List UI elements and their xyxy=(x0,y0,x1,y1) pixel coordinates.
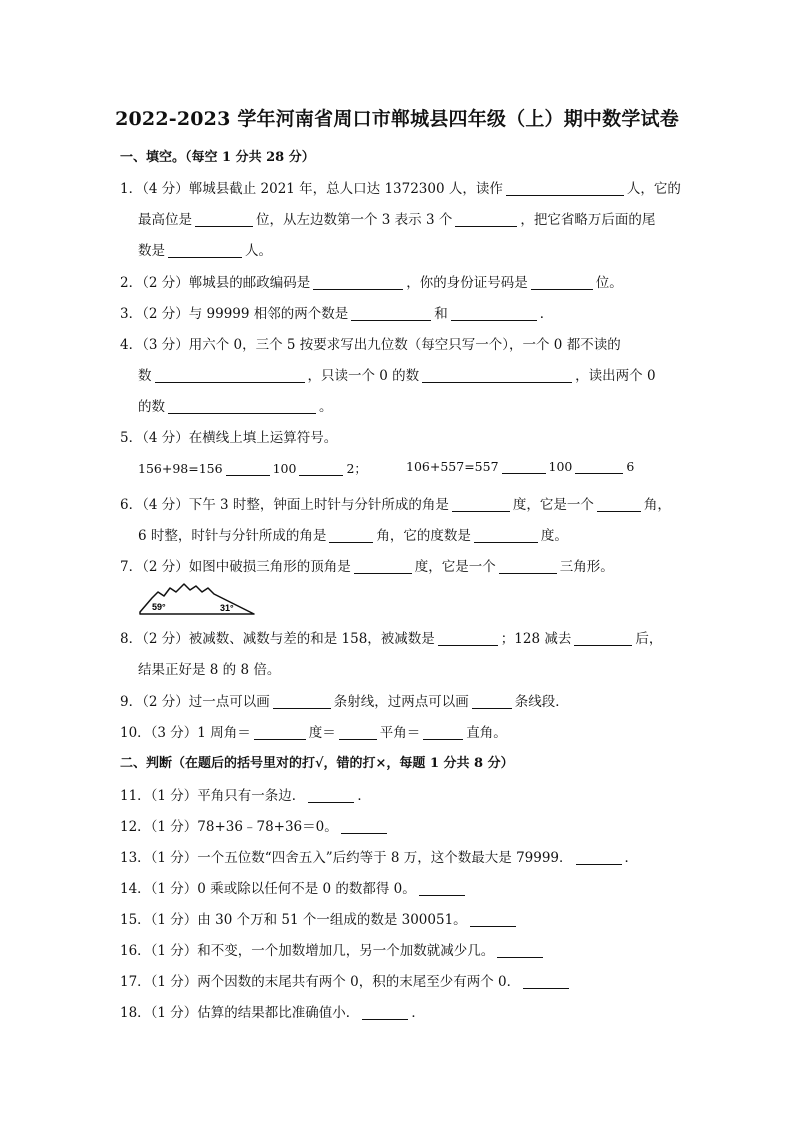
answer-blank[interactable] xyxy=(341,819,387,834)
answer-blank[interactable] xyxy=(168,399,316,414)
question-5-equation-1: 156+98=156 100 2； xyxy=(138,461,367,476)
angle-label-59: 59° xyxy=(152,602,166,612)
answer-blank[interactable] xyxy=(168,243,242,258)
question-13: 13．（1 分）一个五位数“四舍五入”后约等于 8 万，这个数最大是 79999． ． xyxy=(120,850,639,866)
page-title: 2022-2023 学年河南省周口市郸城县四年级（上）期中数学试卷 xyxy=(115,108,679,130)
question-8-line-2: 结果正好是 8 的 8 倍。 xyxy=(138,662,281,678)
answer-blank[interactable] xyxy=(472,694,512,709)
question-4-line-2: 数 ，只读一个 0 的数 ，读出两个 0 xyxy=(138,368,656,384)
question-4-line-3: 的数 。 xyxy=(138,399,333,415)
answer-blank[interactable] xyxy=(451,306,537,321)
answer-blank[interactable] xyxy=(576,850,622,865)
answer-blank[interactable] xyxy=(195,212,253,227)
section-heading-judge: 二、判断（在题后的括号里对的打√，错的打×，每题 1 分共 8 分） xyxy=(120,756,514,771)
question-5: 5．（4 分）在横线上填上运算符号。 xyxy=(120,430,338,446)
question-8-line-1: 8．（2 分）被减数、减数与差的和是 158，被减数是 ；128 减去 后， xyxy=(120,631,663,647)
answer-blank[interactable] xyxy=(597,497,641,512)
answer-blank[interactable] xyxy=(423,725,463,740)
question-3: 3．（2 分）与 99999 相邻的两个数是 和 ． xyxy=(120,306,554,322)
answer-blank[interactable] xyxy=(362,1005,408,1020)
answer-blank[interactable] xyxy=(273,694,331,709)
answer-blank[interactable] xyxy=(455,212,517,227)
section-heading-fill-in: 一、填空。（每空 1 分共 28 分） xyxy=(120,150,315,165)
question-16: 16．（1 分）和不变，一个加数增加几，另一个加数就减少几。 xyxy=(120,939,546,959)
question-2: 2．（2 分）郸城县的邮政编码是 ，你的身份证号码是 位。 xyxy=(120,275,623,291)
question-4-line-1: 4．（3 分）用六个 0，三个 5 按要求写出九位数（每空只写一个），一个 0 都不读的 xyxy=(120,337,621,353)
answer-blank[interactable] xyxy=(438,631,498,646)
answer-blank[interactable] xyxy=(155,368,305,383)
answer-blank[interactable] xyxy=(452,497,510,512)
broken-triangle-figure xyxy=(138,578,256,616)
question-14: 14．（1 分）0 乘或除以任何不是 0 的数都得 0。 xyxy=(120,877,468,897)
question-17: 17．（1 分）两个因数的末尾共有两个 0，积的末尾至少有两个 0． xyxy=(120,970,572,990)
question-9: 9．（2 分）过一点可以画 条射线，过两点可以画 条线段． xyxy=(120,694,569,710)
answer-blank[interactable] xyxy=(497,943,543,958)
answer-blank[interactable] xyxy=(329,528,373,543)
answer-blank[interactable] xyxy=(339,725,377,740)
question-6-line-1: 6．（4 分）下午 3 时整，钟面上时针与分针所成的角是 度，它是一个 角， xyxy=(120,497,671,513)
answer-blank[interactable] xyxy=(419,881,465,896)
question-1-line-1: 1．（4 分）郸城县截止 2021 年，总人口达 1372300 人，读作 人，它的 xyxy=(120,181,681,197)
question-11: 11．（1 分）平角只有一条边． ． xyxy=(120,788,371,804)
question-7: 7．（2 分）如图中破损三角形的顶角是 度，它是一个 三角形。 xyxy=(120,559,614,575)
question-1-line-3: 数是 人。 xyxy=(138,243,272,259)
question-10: 10．（3 分）1 周角＝ 度＝ 平角＝ 直角。 xyxy=(120,725,507,741)
answer-blank[interactable] xyxy=(354,559,412,574)
answer-blank[interactable] xyxy=(506,181,624,196)
answer-blank[interactable] xyxy=(226,461,270,476)
answer-blank[interactable] xyxy=(308,788,354,803)
answer-blank[interactable] xyxy=(531,275,593,290)
answer-blank[interactable] xyxy=(351,306,431,321)
answer-blank[interactable] xyxy=(574,631,632,646)
answer-blank[interactable] xyxy=(575,459,623,474)
answer-blank[interactable] xyxy=(299,461,343,476)
angle-label-31: 31° xyxy=(220,603,234,613)
answer-blank[interactable] xyxy=(470,912,516,927)
question-12: 12．（1 分）78+36﹣78+36＝0。 xyxy=(120,815,390,835)
question-18: 18．（1 分）估算的结果都比准确值小． ． xyxy=(120,1005,425,1021)
answer-blank[interactable] xyxy=(254,725,306,740)
answer-blank[interactable] xyxy=(474,528,538,543)
answer-blank[interactable] xyxy=(502,459,546,474)
question-15: 15．（1 分）由 30 个万和 51 个一组成的数是 300051。 xyxy=(120,908,519,928)
question-5-equation-2: 106+557=557 100 6 xyxy=(406,459,635,474)
answer-blank[interactable] xyxy=(422,368,572,383)
question-6-line-2: 6 时整，时针与分针所成的角是 角，它的度数是 度。 xyxy=(138,528,568,544)
answer-blank[interactable] xyxy=(523,974,569,989)
answer-blank[interactable] xyxy=(499,559,557,574)
answer-blank[interactable] xyxy=(313,275,403,290)
question-1-line-2: 最高位是 位，从左边数第一个 3 表示 3 个 ，把它省略万后面的尾 xyxy=(138,212,656,228)
